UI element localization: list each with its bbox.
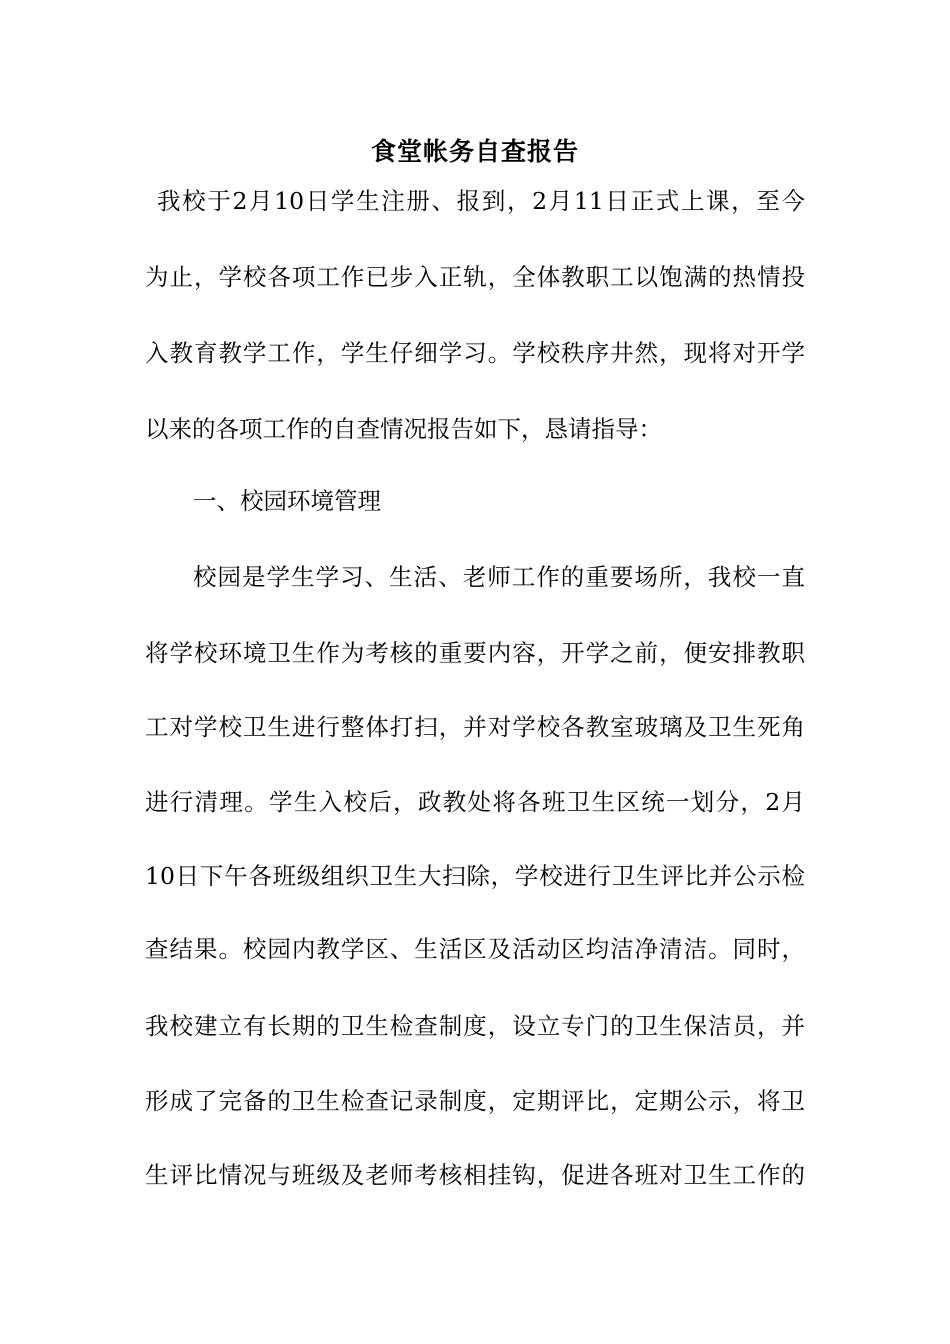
document-title: 食堂帐务自查报告: [370, 137, 579, 166]
paragraph-line: 以来的各项工作的自查情况报告如下，恳请指导：: [145, 415, 662, 443]
paragraph-line: 查结果。校园内教学区、生活区及活动区均洁净清洁。同时，: [145, 935, 805, 963]
paragraph-line: 校园是学生学习、生活、老师工作的重要场所，我校一直: [193, 563, 805, 591]
paragraph-line: 形成了完备的卫生检查记录制度，定期评比，定期公示，将卫: [145, 1087, 805, 1115]
section-heading: 一、校园环境管理: [193, 487, 381, 515]
paragraph-line: 进行清理。学生入校后，政教处将各班卫生区统一划分，2月: [145, 788, 805, 816]
paragraph-line: 为止，学校各项工作已步入正轨，全体教职工以饱满的热情投: [145, 263, 805, 291]
paragraph-line: 将学校环境卫生作为考核的重要内容，开学之前，便安排教职: [145, 639, 805, 667]
paragraph-line: 生评比情况与班级及老师考核相挂钩，促进各班对卫生工作的: [145, 1161, 805, 1189]
paragraph-line: 我校建立有长期的卫生检查制度，设立专门的卫生保洁员，并: [145, 1012, 805, 1040]
paragraph-line: 工对学校卫生进行整体打扫，并对学校各教室玻璃及卫生死角: [145, 713, 805, 741]
paragraph-line: 我校于2月10日学生注册、报到，2月11日正式上课，至今: [157, 187, 805, 215]
paragraph-line: 入教育教学工作，学生仔细学习。学校秩序井然，现将对开学: [145, 339, 805, 367]
paragraph-line: 10日下午各班级组织卫生大扫除，学校进行卫生评比并公示检: [145, 862, 805, 890]
